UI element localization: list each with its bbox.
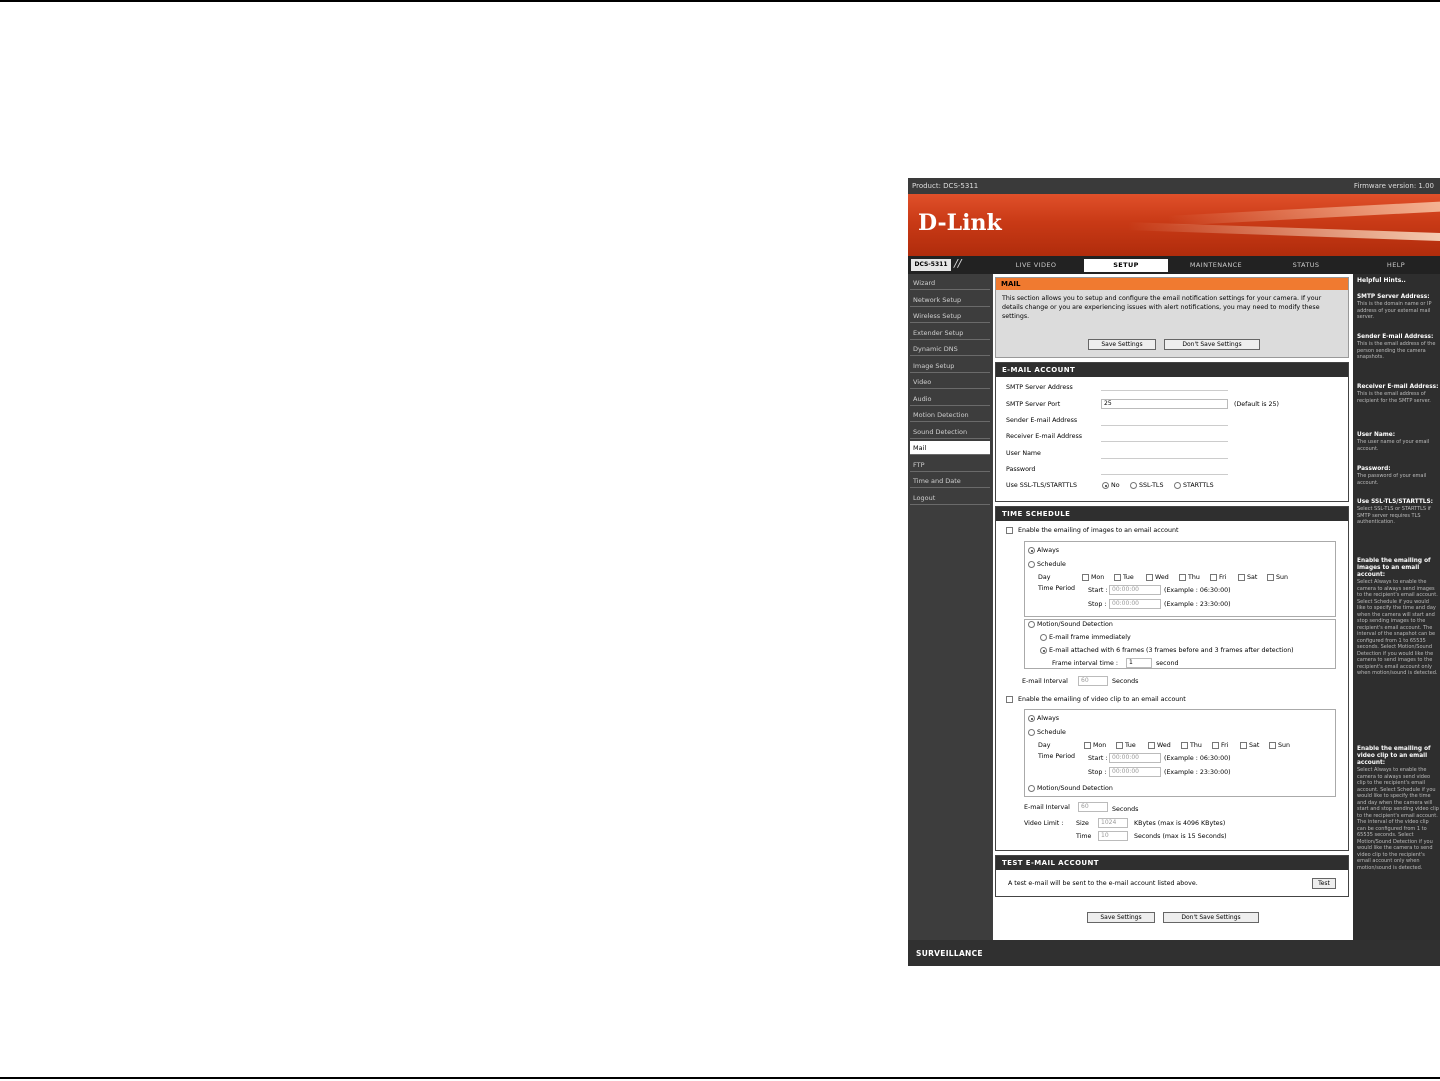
help-entry-user: User Name: The user name of your email account. <box>1357 432 1430 452</box>
smtp-port-hint: (Default is 25) <box>1234 401 1279 408</box>
video-day-wed-checkbox[interactable] <box>1148 742 1155 749</box>
video-size-hint: KBytes (max is 4096 KBytes) <box>1134 820 1226 827</box>
frame-interval-select[interactable]: 1 <box>1126 658 1152 668</box>
video-day-wed-label: Wed <box>1157 742 1171 749</box>
video-day-tue-label: Tue <box>1125 742 1136 749</box>
images-schedule-radio[interactable] <box>1028 561 1035 568</box>
video-email-interval-unit: Seconds <box>1112 806 1139 813</box>
video-always-label: Always <box>1037 715 1060 722</box>
dont-save-settings-button-top[interactable]: Don't Save Settings <box>1164 339 1260 350</box>
smtp-port-label: SMTP Server Port <box>1006 401 1061 408</box>
ssl-tls-label: SSL-TLS <box>1139 482 1164 489</box>
sidebar-item-extender-setup[interactable]: Extender Setup <box>910 326 990 340</box>
video-day-thu-label: Thu <box>1190 742 1202 749</box>
top-info-bar <box>908 178 1440 194</box>
ssl-tls-radio[interactable] <box>1130 482 1137 489</box>
help-entry-password: Password: The password of your email account. <box>1357 466 1427 486</box>
images-start-input[interactable]: 00:00:00 <box>1109 585 1161 595</box>
sidebar-item-wizard[interactable]: Wizard <box>910 276 990 290</box>
video-stop-input[interactable]: 00:00:00 <box>1109 767 1161 777</box>
video-day-thu-checkbox[interactable] <box>1181 742 1188 749</box>
enable-images-checkbox[interactable] <box>1006 527 1013 534</box>
video-size-label: Size <box>1076 820 1089 827</box>
email-account-section <box>995 362 1349 502</box>
images-start-label: Start : <box>1088 587 1108 594</box>
sidebar-item-ftp[interactable]: FTP <box>910 458 990 472</box>
video-time-period-label: Time Period <box>1038 753 1076 760</box>
model-badge: DCS-5311 <box>911 259 951 271</box>
video-day-tue-checkbox[interactable] <box>1116 742 1123 749</box>
images-day-tue-checkbox[interactable] <box>1114 574 1121 581</box>
images-stop-input[interactable]: 00:00:00 <box>1109 599 1161 609</box>
images-schedule-label: Schedule <box>1037 561 1066 568</box>
sidebar-item-time-and-date[interactable]: Time and Date <box>910 474 990 488</box>
slash-decoration: // <box>954 257 962 270</box>
test-email-header: TEST E-MAIL ACCOUNT <box>996 856 1348 870</box>
receiver-input[interactable] <box>1101 441 1228 442</box>
ssl-no-label: No <box>1111 482 1120 489</box>
footer-bar <box>908 940 1440 966</box>
email-frames-radio[interactable] <box>1040 647 1047 654</box>
save-settings-button-bottom[interactable]: Save Settings <box>1087 912 1155 923</box>
sidebar-item-motion-detection[interactable]: Motion Detection <box>910 408 990 422</box>
mail-intro-box <box>995 277 1349 358</box>
images-day-tue-label: Tue <box>1123 574 1134 581</box>
video-motion-radio[interactable] <box>1028 785 1035 792</box>
dlink-logo: D-Link <box>918 210 1002 236</box>
images-time-period-label: Time Period <box>1038 585 1076 592</box>
email-immediately-label: E-mail frame immediately <box>1049 634 1131 641</box>
user-name-input[interactable] <box>1101 458 1228 459</box>
video-limit-label: Video Limit : <box>1024 820 1064 827</box>
smtp-address-input[interactable] <box>1101 390 1228 391</box>
help-entry-video: Enable the emailing of video clip to an email account: Select Always to enable the camera to always send video clip to the recipient's email account. Select Schedule if you would like to specify the time and day when the camera will start and stop sending video clip to the recipient's email account. The interval of the video clip can be configured from 1 to 65535 seconds. Select Motion/Sound Detection if you would like the camera to send video clip to the recipient's email account only when motion/sound is detected. <box>1357 746 1439 871</box>
help-entry-smtp: SMTP Server Address: This is the domain name or IP address of your external mail server. <box>1357 294 1432 320</box>
mail-description: This section allows you to setup and configure the email notification settings for your camera. If your details change or you are experiencing issues with alert notifications, you may need to modify these settings. <box>1002 295 1322 320</box>
video-stop-example: (Example : 23:30:00) <box>1164 769 1231 776</box>
dont-save-settings-button-bottom[interactable]: Don't Save Settings <box>1163 912 1259 923</box>
sidebar-item-dynamic-dns[interactable]: Dynamic DNS <box>910 342 990 356</box>
bottom-rule <box>0 1077 1440 1079</box>
time-schedule-header: TIME SCHEDULE <box>996 507 1348 521</box>
help-entry-ssl: Use SSL-TLS/STARTTLS: Select SSL-TLS or STARTTLS if SMTP server requires TLS authentication. <box>1357 499 1433 525</box>
user-name-label: User Name <box>1006 450 1041 457</box>
video-size-input[interactable]: 1024 <box>1098 818 1128 828</box>
images-email-interval-unit: Seconds <box>1112 678 1139 685</box>
images-start-example: (Example : 06:30:00) <box>1164 587 1231 594</box>
top-rule <box>0 0 1440 2</box>
video-always-radio[interactable] <box>1028 715 1035 722</box>
sidebar-item-mail[interactable]: Mail <box>910 441 990 455</box>
sender-label: Sender E-mail Address <box>1006 417 1078 424</box>
frame-interval-label: Frame interval time : <box>1052 660 1118 667</box>
receiver-label: Receiver E-mail Address <box>1006 433 1083 440</box>
sidebar-item-network-setup[interactable]: Network Setup <box>910 293 990 307</box>
video-day-label: Day <box>1038 742 1051 749</box>
frame-interval-unit: second <box>1156 660 1179 667</box>
tab-status[interactable]: STATUS <box>1292 261 1320 269</box>
video-day-sun-checkbox[interactable] <box>1269 742 1276 749</box>
images-day-mon-label: Mon <box>1091 574 1105 581</box>
video-schedule-radio[interactable] <box>1028 729 1035 736</box>
main-content <box>993 274 1353 940</box>
help-title: Helpful Hints.. <box>1357 277 1406 284</box>
password-input[interactable] <box>1101 474 1228 475</box>
tab-live-video[interactable]: LIVE VIDEO <box>1015 261 1057 269</box>
images-day-mon-checkbox[interactable] <box>1082 574 1089 581</box>
product-label: Product: DCS-5311 <box>912 182 979 190</box>
video-day-sat-checkbox[interactable] <box>1240 742 1247 749</box>
help-entry-sender: Sender E-mail Address: This is the email address of the person sending the camera snapshots. <box>1357 334 1436 360</box>
video-day-fri-checkbox[interactable] <box>1212 742 1219 749</box>
images-motion-label: Motion/Sound Detection <box>1037 621 1113 628</box>
video-motion-label: Motion/Sound Detection <box>1037 785 1113 792</box>
images-day-thu-label: Thu <box>1188 574 1200 581</box>
ssl-no-radio[interactable] <box>1102 482 1109 489</box>
images-day-sun-label: Sun <box>1276 574 1288 581</box>
video-day-mon-checkbox[interactable] <box>1084 742 1091 749</box>
test-button[interactable]: Test <box>1312 878 1336 889</box>
ssl-label: Use SSL-TLS/STARTTLS <box>1006 482 1077 489</box>
smtp-port-input[interactable]: 25 <box>1101 399 1228 409</box>
sidebar-item-video[interactable]: Video <box>910 375 990 389</box>
save-settings-button-top[interactable]: Save Settings <box>1088 339 1156 350</box>
password-label: Password <box>1006 466 1036 473</box>
images-day-thu-checkbox[interactable] <box>1179 574 1186 581</box>
images-day-sat-checkbox[interactable] <box>1238 574 1245 581</box>
video-email-interval-input[interactable]: 60 <box>1078 802 1108 812</box>
surveillance-label: SURVEILLANCE <box>916 949 983 958</box>
mail-title: MAIL <box>996 278 1348 290</box>
email-immediately-radio[interactable] <box>1040 634 1047 641</box>
video-email-interval-label: E-mail Interval <box>1024 804 1070 811</box>
images-motion-radio[interactable] <box>1028 621 1035 628</box>
helpful-hints-panel <box>1353 274 1440 940</box>
video-time-hint: Seconds (max is 15 Seconds) <box>1134 833 1227 840</box>
video-start-input[interactable]: 00:00:00 <box>1109 753 1161 763</box>
sender-input[interactable] <box>1101 425 1228 426</box>
images-always-radio[interactable] <box>1028 547 1035 554</box>
tab-maintenance[interactable]: MAINTENANCE <box>1189 261 1243 269</box>
sidebar <box>908 274 992 940</box>
sidebar-item-sound-detection[interactable]: Sound Detection <box>910 425 990 439</box>
firmware-label: Firmware version: 1.00 <box>1353 182 1434 190</box>
nav-bar <box>908 256 1440 274</box>
images-day-fri-label: Fri <box>1219 574 1227 581</box>
sidebar-item-audio[interactable]: Audio <box>910 392 990 406</box>
starttls-radio[interactable] <box>1174 482 1181 489</box>
tab-help[interactable]: HELP <box>1386 261 1406 269</box>
video-time-input[interactable]: 10 <box>1098 831 1128 841</box>
starttls-label: STARTTLS <box>1183 482 1214 489</box>
email-account-header: E-MAIL ACCOUNT <box>996 363 1348 377</box>
tab-setup[interactable]: SETUP <box>1084 259 1168 272</box>
enable-images-label: Enable the emailing of images to an email account <box>1018 527 1179 534</box>
video-day-fri-label: Fri <box>1221 742 1229 749</box>
images-day-sun-checkbox[interactable] <box>1267 574 1274 581</box>
video-start-label: Start : <box>1088 755 1108 762</box>
images-always-label: Always <box>1037 547 1060 554</box>
video-time-label: Time <box>1076 833 1092 840</box>
email-frames-label: E-mail attached with 6 frames (3 frames before and 3 frames after detection) <box>1049 647 1294 654</box>
smtp-address-label: SMTP Server Address <box>1006 384 1073 391</box>
time-schedule-section <box>995 506 1349 851</box>
sidebar-item-logout[interactable]: Logout <box>910 491 990 505</box>
help-entry-images: Enable the emailing of images to an email account: Select Always to enable the camera to always send images to the recipient's email account. Select Schedule if you would like to specify the time and day when the camera will start and stop sending images to the recipient's email account. The interval of the snapshot can be configured from 1 to 65535 seconds. Select Motion/Sound Detection if you would like the camera to send images to the recipient's email account only when motion/sound is detected. <box>1357 558 1438 676</box>
video-day-sat-label: Sat <box>1249 742 1260 749</box>
video-day-sun-label: Sun <box>1278 742 1290 749</box>
sidebar-item-wireless-setup[interactable]: Wireless Setup <box>910 309 990 323</box>
images-email-interval-label: E-mail Interval <box>1022 678 1068 685</box>
test-email-text: A test e-mail will be sent to the e-mail account listed above. <box>1008 880 1198 887</box>
sidebar-item-image-setup[interactable]: Image Setup <box>910 359 990 373</box>
enable-video-label: Enable the emailing of video clip to an email account <box>1018 696 1186 703</box>
test-email-section <box>995 855 1349 897</box>
images-stop-label: Stop : <box>1088 601 1107 608</box>
video-day-mon-label: Mon <box>1093 742 1107 749</box>
images-day-wed-checkbox[interactable] <box>1146 574 1153 581</box>
images-email-interval-input[interactable]: 60 <box>1078 676 1108 686</box>
camera-web-ui <box>908 178 1440 966</box>
video-schedule-label: Schedule <box>1037 729 1066 736</box>
video-start-example: (Example : 06:30:00) <box>1164 755 1231 762</box>
images-day-wed-label: Wed <box>1155 574 1169 581</box>
images-day-fri-checkbox[interactable] <box>1210 574 1217 581</box>
images-day-label: Day <box>1038 574 1051 581</box>
dlink-banner <box>908 194 1440 256</box>
help-entry-receiver: Receiver E-mail Address: This is the email address of recipient for the SMTP server. <box>1357 384 1439 404</box>
enable-video-checkbox[interactable] <box>1006 696 1013 703</box>
images-stop-example: (Example : 23:30:00) <box>1164 601 1231 608</box>
images-day-sat-label: Sat <box>1247 574 1258 581</box>
video-stop-label: Stop : <box>1088 769 1107 776</box>
